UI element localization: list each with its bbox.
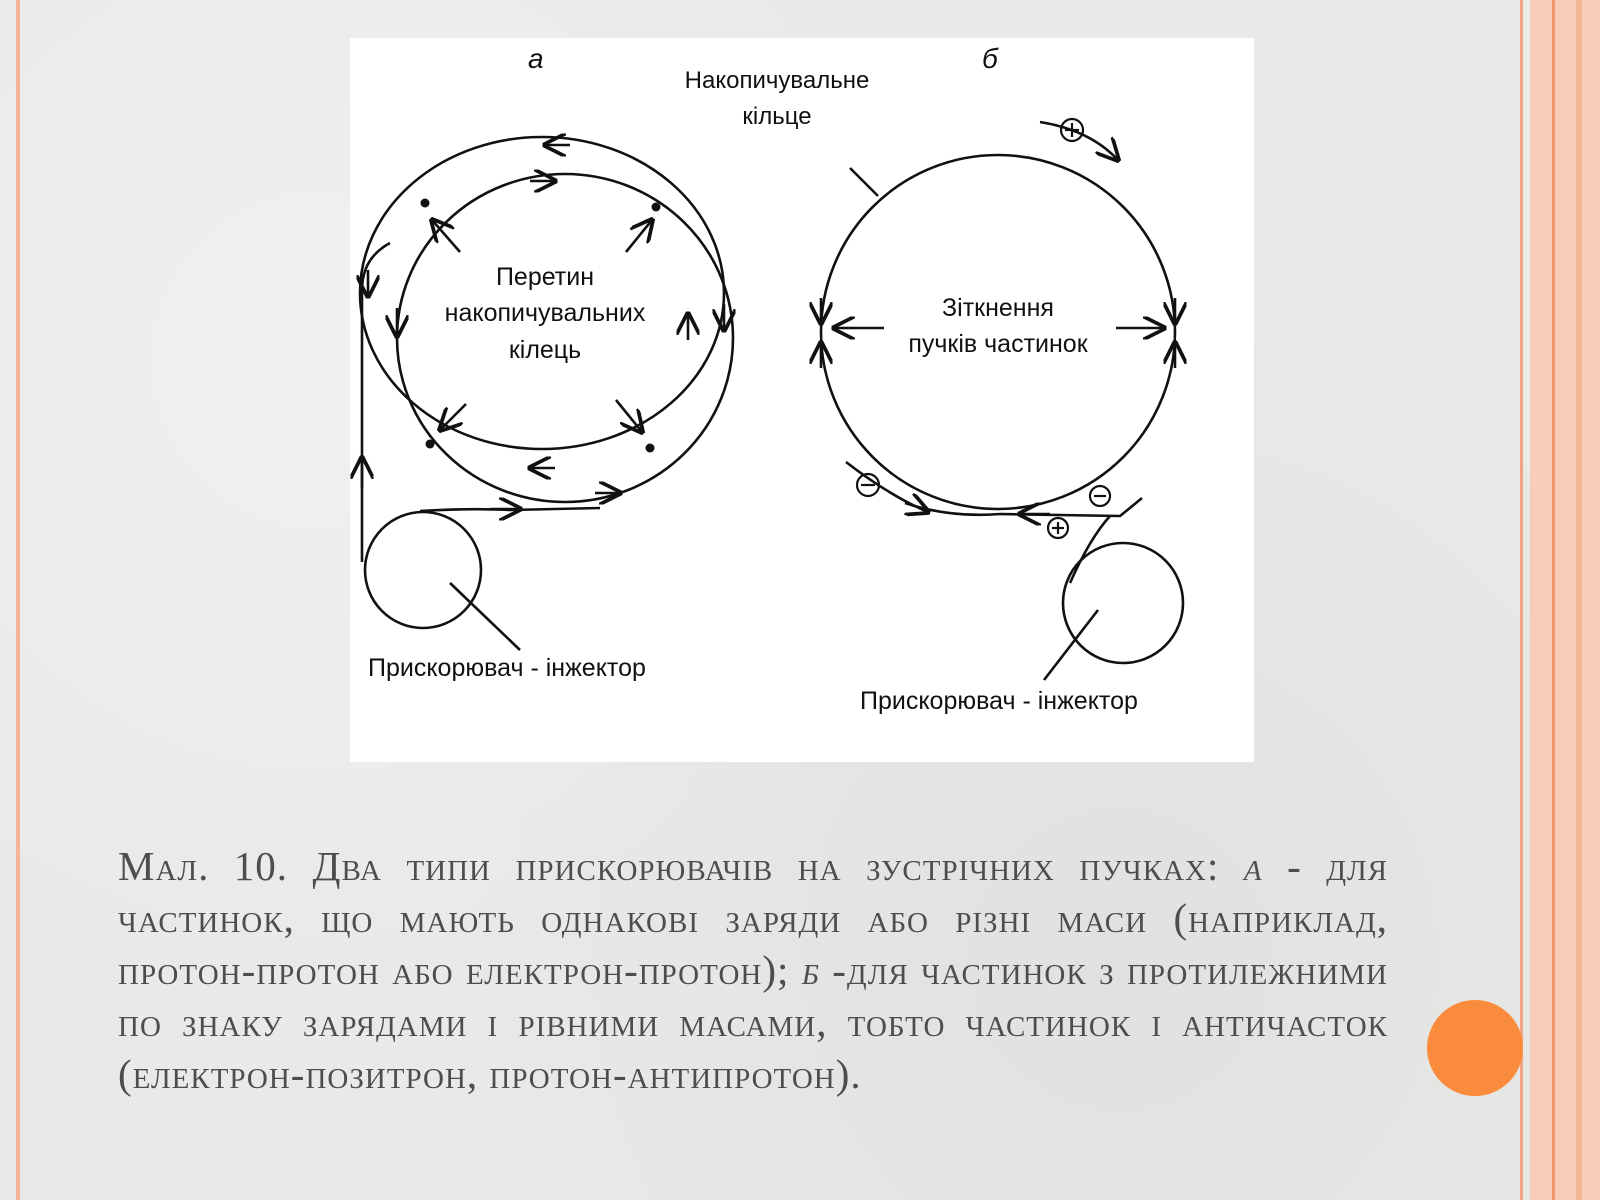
caption-letter-a: а (1243, 843, 1263, 889)
storage-ring-label: Накопичувальне (684, 67, 870, 94)
injector-ring-a (365, 512, 481, 628)
injector-pointer-a (450, 583, 520, 650)
intersection-pointer (616, 400, 642, 432)
diagram-svg (350, 38, 1254, 762)
injection-path-a (362, 243, 390, 562)
caption-text: - для частинок, що мають однакові заряди або різні маси (наприклад, протон-протон або електрон-протон); (118, 843, 1388, 993)
panel-label-b: б (982, 43, 998, 74)
collision-label: пучків частинок (908, 330, 1088, 358)
right-border-line (1520, 0, 1523, 1200)
orange-circle-decoration (1427, 1000, 1523, 1096)
intersection-label: Перетин (495, 263, 595, 291)
figure-caption (118, 840, 1388, 1100)
injector-pointer-b (1044, 610, 1098, 680)
caption-text: -для частинок з протилежними по знаку зарядами і рівними масами, тобто частинок і античасток (електрон-позитрон, протон-антипротон). (118, 947, 1388, 1097)
particle-motion-arrow (1040, 122, 1118, 160)
injector-label-b: Прискорювач - інжектор (860, 687, 1138, 715)
right-border-line (1576, 0, 1582, 1200)
intersection-label: накопичувальних (444, 299, 646, 327)
collision-label: Зіткнення (942, 294, 1054, 322)
injection-path-b (1070, 516, 1110, 583)
intersection-pointer (440, 404, 466, 430)
caption-text: Мал. 10. Два типи прискорювачів на зустрічних пучках: (118, 843, 1244, 889)
intersection-pointer (626, 220, 652, 252)
storage-ring-pointer (850, 168, 878, 196)
intersection-label: кілець (508, 336, 582, 364)
panel-label-a: а (528, 43, 544, 74)
caption-letter-b: б (801, 947, 820, 993)
injector-label-a: Прискорювач - інжектор (368, 654, 646, 682)
accelerator-diagram (350, 38, 1254, 762)
right-border-line (1552, 0, 1555, 1200)
left-border-line (16, 0, 20, 1200)
intersection-pointer (432, 220, 460, 252)
storage-ring-a-1 (360, 137, 724, 449)
storage-ring-label: кільце (742, 103, 812, 130)
right-border-band (1530, 0, 1600, 1200)
